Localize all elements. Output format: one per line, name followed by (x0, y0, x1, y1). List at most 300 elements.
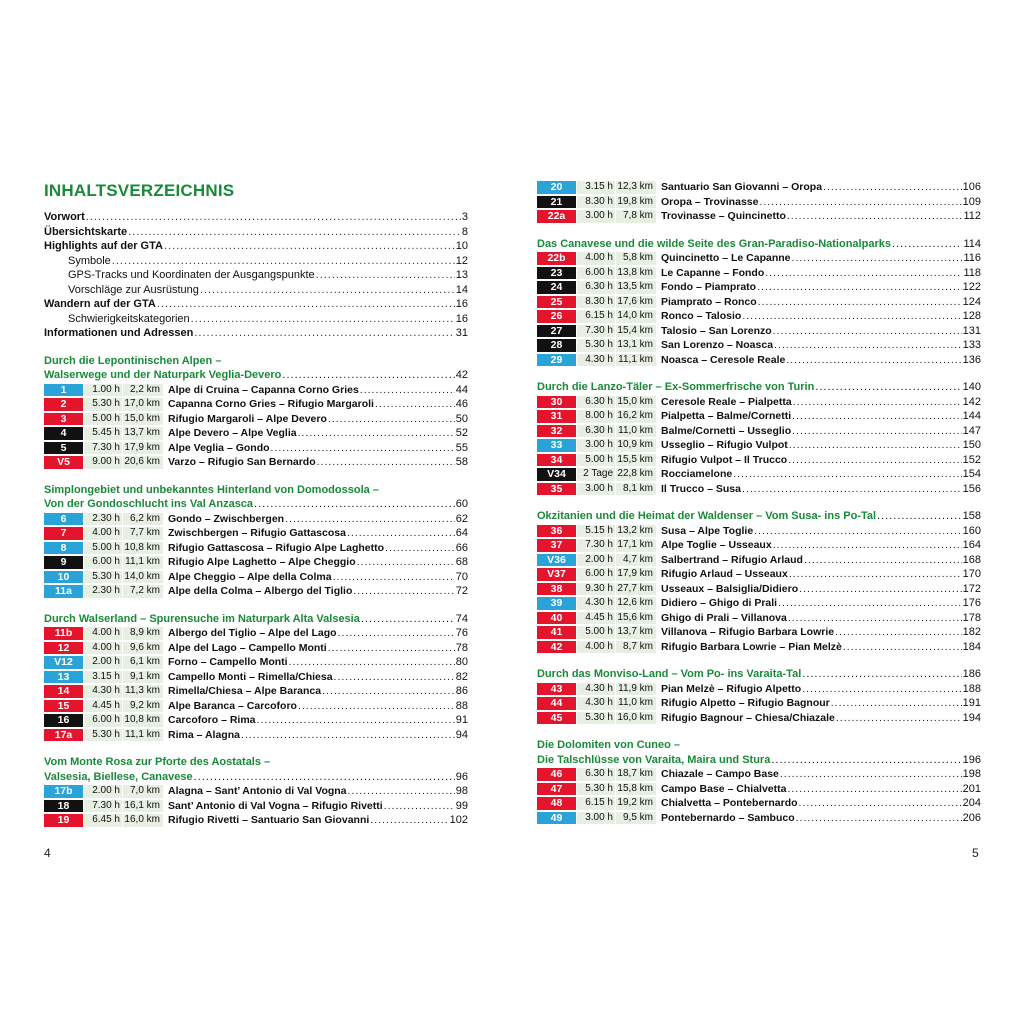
leader-dots (289, 656, 455, 668)
tour-duration: 6.30 h (577, 281, 615, 294)
leader-dots (285, 513, 455, 525)
tour-number-badge: 20 (537, 181, 576, 194)
tour-row[interactable] (537, 409, 981, 424)
page-number-left: 4 (44, 846, 51, 860)
tour-row[interactable] (44, 397, 468, 412)
section-title (44, 755, 468, 770)
tour-row[interactable] (44, 813, 468, 828)
tour-row[interactable] (537, 596, 981, 611)
tour-page: 184 (962, 640, 981, 653)
tour-page: 64 (455, 527, 468, 540)
tour-row[interactable] (44, 641, 468, 656)
tour-number-badge: 42 (537, 641, 576, 654)
tour-number-badge: 28 (537, 339, 576, 352)
tour-distance: 8,7 km (616, 641, 656, 654)
toc-entry-page: 10 (455, 240, 468, 252)
tour-name: Zwischbergen – Rifugio Gattascosa (168, 527, 346, 540)
tour-row[interactable] (537, 767, 981, 782)
tour-number-badge: 2 (44, 398, 83, 411)
tour-page: 128 (962, 310, 981, 323)
tour-row[interactable] (537, 266, 981, 281)
tour-number-badge: 7 (44, 527, 83, 540)
tour-duration: 4.30 h (577, 683, 615, 696)
toc-entry[interactable] (44, 254, 468, 269)
tour-duration: 4.30 h (577, 354, 615, 367)
tour-duration: 4.45 h (84, 700, 122, 713)
tour-duration: 6.15 h (577, 310, 615, 323)
leader-dots (786, 354, 961, 366)
tour-number-badge: 38 (537, 583, 576, 596)
section-title-line: Simplongebiet und unbekanntes Hinterland von Domodossola – (44, 483, 379, 496)
tour-row[interactable] (44, 799, 468, 814)
leader-dots (241, 729, 455, 741)
toc-entry-label: Highlights auf der GTA (44, 240, 163, 252)
tour-page: 131 (962, 324, 981, 337)
tour-name: Santuario San Giovanni – Oropa (661, 181, 823, 194)
tour-number-badge: 11b (44, 627, 83, 640)
leader-dots (328, 642, 455, 654)
toc-entry-page: 14 (455, 283, 468, 296)
tour-page: 98 (455, 785, 468, 798)
tour-row[interactable] (537, 524, 981, 539)
section-heading-page: 140 (962, 381, 981, 393)
leader-dots (788, 454, 961, 466)
tour-number-badge: 34 (537, 454, 576, 467)
section-heading-label: Von der Gondoschlucht ins Val Anzasca (44, 498, 254, 510)
tour-duration: 6.45 h (84, 814, 122, 827)
tour-duration: 2.30 h (84, 585, 122, 598)
toc-entry-label: Symbole (68, 254, 111, 267)
tour-name: Rifugio Alpetto – Rifugio Bagnour (661, 697, 830, 710)
tour-page: 80 (455, 656, 468, 669)
tour-distance: 19,2 km (616, 797, 656, 810)
tour-duration: 6.00 h (84, 714, 122, 727)
tour-page: 58 (455, 456, 468, 469)
section-heading-page: 196 (962, 753, 981, 766)
tour-row[interactable] (44, 526, 468, 541)
tour-row[interactable] (537, 353, 981, 368)
section-heading-page: 96 (455, 770, 468, 783)
tour-number-badge: 49 (537, 812, 576, 825)
tour-name: Capanna Corno Gries – Rifugio Margaroli (168, 398, 374, 411)
tour-number-badge: 15 (44, 700, 83, 713)
toc-entry[interactable] (44, 283, 468, 298)
leader-dots (773, 539, 962, 551)
tour-row[interactable] (44, 713, 468, 728)
leader-dots (347, 527, 455, 539)
section-heading-page: 158 (962, 510, 981, 522)
tour-row[interactable] (44, 655, 468, 670)
tour-row[interactable] (537, 324, 981, 339)
tour-number-badge: 13 (44, 671, 83, 684)
tour-name: Chiazale – Campo Base (661, 768, 779, 781)
tour-row[interactable] (537, 640, 981, 655)
leader-dots (338, 627, 455, 639)
leader-dots (328, 413, 455, 425)
section-title-line: Vom Monte Rosa zur Pforte des Aostatals – (44, 756, 271, 768)
toc-entry[interactable] (44, 312, 468, 327)
tour-duration: 8.00 h (577, 410, 615, 423)
leader-dots (112, 254, 455, 269)
tour-distance: 7,2 km (123, 585, 163, 598)
tour-page: 152 (962, 453, 981, 466)
tour-duration: 2.00 h (84, 785, 122, 798)
leader-dots (831, 697, 962, 709)
tour-distance: 15,0 km (123, 413, 163, 426)
tour-row[interactable] (537, 796, 981, 811)
tour-number-badge: 25 (537, 296, 576, 309)
section-heading-label: Walserwege und der Naturpark Veglia-Devero (44, 369, 282, 381)
tour-duration: 4.30 h (84, 685, 122, 698)
tour-name: Il Trucco – Susa (661, 482, 741, 495)
tour-name: Sant’ Antonio di Val Vogna – Rifugio Rivetti (168, 799, 383, 812)
tour-name: Talosio – San Lorenzo (661, 324, 772, 337)
tour-duration: 5.15 h (577, 525, 615, 538)
toc-entry[interactable] (44, 268, 468, 283)
tour-row[interactable] (537, 682, 981, 697)
toc-entry-page: 16 (455, 298, 468, 310)
tour-distance: 14,0 km (123, 571, 163, 584)
tour-row[interactable] (44, 699, 468, 714)
leader-dots (843, 641, 962, 653)
section-heading[interactable] (537, 509, 981, 524)
section-heading[interactable] (537, 380, 981, 395)
tour-page: 82 (455, 670, 468, 683)
section-heading-label: Okzitanien und die Heimat der Waldenser – Vom Susa- ins Po-Tal (537, 510, 877, 522)
tour-page: 201 (962, 782, 981, 795)
tour-distance: 13,1 km (616, 339, 656, 352)
section-heading[interactable] (537, 667, 981, 682)
section-heading[interactable] (44, 770, 468, 785)
tour-duration: 7.30 h (84, 442, 122, 455)
toc-entry-label: Wandern auf der GTA (44, 298, 156, 310)
tour-page: 94 (455, 728, 468, 741)
tour-name: Ronco – Talosio (661, 310, 742, 323)
tour-duration: 7.30 h (577, 539, 615, 552)
tour-distance: 17,9 km (123, 442, 163, 455)
tour-row[interactable] (537, 538, 981, 553)
leader-dots (892, 237, 962, 252)
tour-duration: 8.30 h (577, 296, 615, 309)
tour-name: Carcoforo – Rima (168, 714, 256, 727)
leader-dots (194, 770, 455, 785)
tour-page: 133 (962, 339, 981, 352)
tour-distance: 7,8 km (616, 210, 656, 223)
tour-duration: 5.30 h (84, 398, 122, 411)
tour-name: Rimella/Chiesa – Alpe Baranca (168, 685, 322, 698)
tour-distance: 11,1 km (123, 556, 163, 569)
tour-row[interactable] (537, 180, 981, 195)
tour-row[interactable] (537, 424, 981, 439)
leader-dots (792, 425, 962, 437)
tour-row[interactable] (44, 555, 468, 570)
tour-row[interactable] (44, 626, 468, 641)
tour-distance: 11,9 km (616, 683, 656, 696)
tour-row[interactable] (537, 195, 981, 210)
tour-name: Rocciamelone (661, 468, 733, 481)
tour-duration: 2 Tage (577, 468, 615, 481)
leader-dots (375, 398, 455, 410)
leader-dots (316, 268, 455, 283)
tour-name: Pialpetta – Balme/Cornetti (661, 410, 792, 423)
tour-duration: 3.00 h (577, 210, 615, 223)
toc-entry-label: Vorwort (44, 211, 85, 223)
tour-duration: 6.30 h (577, 425, 615, 438)
tour-row[interactable] (44, 570, 468, 585)
right-sections (537, 224, 981, 826)
tour-page: 50 (455, 412, 468, 425)
tour-number-badge: 26 (537, 310, 576, 323)
tour-name: Alpe Toglie – Usseaux (661, 539, 772, 552)
leader-dots (754, 525, 961, 537)
section-heading[interactable] (44, 612, 468, 627)
tour-number-badge: 21 (537, 196, 576, 209)
tour-name: Rifugio Vulpot – Il Trucco (661, 453, 788, 466)
tour-number-badge: 30 (537, 396, 576, 409)
tour-row[interactable] (537, 295, 981, 310)
tour-row[interactable] (537, 711, 981, 726)
tour-page: 194 (962, 711, 981, 724)
tour-name: Alagna – Sant’ Antonio di Val Vogna (168, 785, 347, 798)
tour-distance: 16,0 km (616, 712, 656, 725)
tour-row[interactable] (537, 582, 981, 597)
tour-number-badge: V36 (537, 554, 576, 567)
tour-row[interactable] (44, 512, 468, 527)
tour-row[interactable] (537, 280, 981, 295)
tour-distance: 22,8 km (616, 468, 656, 481)
tour-number-badge: 24 (537, 281, 576, 294)
tour-row[interactable] (44, 784, 468, 799)
tour-duration: 3.15 h (84, 671, 122, 684)
tour-page: 204 (962, 797, 981, 810)
tour-page: 116 (963, 252, 981, 265)
tour-name: Balme/Cornetti – Usseglio (661, 424, 792, 437)
tour-name: Quincinetto – Le Capanne (661, 252, 791, 265)
tour-duration: 4.00 h (84, 627, 122, 640)
section-heading[interactable] (44, 368, 468, 383)
leader-dots (799, 583, 961, 595)
tour-row[interactable] (44, 728, 468, 743)
leader-dots (742, 310, 961, 322)
leader-dots (348, 785, 455, 797)
tour-name: Trovinasse – Quincinetto (661, 210, 786, 223)
toc-entry[interactable] (44, 225, 468, 240)
tour-number-badge: 10 (44, 571, 83, 584)
tour-row[interactable] (537, 438, 981, 453)
tour-distance: 19,8 km (616, 196, 656, 209)
tour-distance: 15,8 km (616, 783, 656, 796)
tour-page: 52 (455, 427, 468, 440)
tour-duration: 6.30 h (577, 396, 615, 409)
tour-distance: 8,9 km (123, 627, 163, 640)
tour-distance: 16,1 km (123, 800, 163, 813)
tour-row[interactable] (537, 309, 981, 324)
tour-page: 172 (962, 582, 981, 595)
tour-number-badge: 32 (537, 425, 576, 438)
tour-distance: 11,1 km (123, 729, 163, 742)
tour-page: 72 (455, 585, 468, 598)
section-heading-label: Durch das Monviso-Land – Vom Po- ins Varaita-Tal (537, 668, 802, 680)
tour-row[interactable] (537, 611, 981, 626)
tour-row[interactable] (44, 441, 468, 456)
tour-row[interactable] (537, 209, 981, 224)
tour-row[interactable] (537, 567, 981, 582)
tour-distance: 11,0 km (616, 425, 656, 438)
tour-number-badge: 29 (537, 354, 576, 367)
tour-name: Fondo – Piamprato (661, 281, 757, 294)
tour-distance: 11,1 km (616, 354, 656, 367)
leader-dots (788, 612, 962, 624)
section-heading-label: Durch Walserland – Spurensuche im Naturpark Alta Valsesia (44, 612, 360, 625)
leader-dots (317, 456, 455, 468)
tour-page: 142 (962, 395, 981, 408)
tour-number-badge: 1 (44, 384, 83, 397)
tour-number-badge: 22b (537, 252, 576, 265)
tour-row[interactable] (44, 684, 468, 699)
tour-name: Albergo del Tiglio – Alpe del Lago (168, 627, 337, 640)
leader-dots (360, 384, 455, 396)
tour-page: 109 (962, 195, 981, 208)
tour-page: 124 (962, 295, 981, 308)
section-heading-label: Durch die Lanzo-Täler – Ex-Sommerfrische von Turin (537, 381, 815, 393)
tour-number-badge: 5 (44, 442, 83, 455)
tour-page: 76 (455, 627, 468, 640)
tour-page: 62 (455, 512, 468, 525)
tour-duration: 5.30 h (577, 339, 615, 352)
tour-duration: 6.15 h (577, 797, 615, 810)
tour-row[interactable] (537, 482, 981, 497)
tour-distance: 10,8 km (123, 542, 163, 555)
leader-dots (792, 252, 963, 264)
leader-dots (298, 427, 455, 439)
leader-dots (778, 597, 962, 609)
leader-dots (796, 812, 962, 824)
tour-duration: 6.00 h (577, 568, 615, 581)
tour-number-badge: 35 (537, 483, 576, 496)
tour-page: 206 (962, 811, 981, 824)
tour-name: Alpe Veglia – Gondo (168, 441, 270, 454)
leader-dots (333, 571, 455, 583)
tour-name: Alpe della Colma – Albergo del Tiglio (168, 585, 353, 598)
leader-dots (793, 396, 962, 408)
tour-row[interactable] (44, 412, 468, 427)
tour-number-badge: 11a (44, 585, 83, 598)
section-heading-page: 186 (962, 668, 981, 680)
tour-number-badge: 33 (537, 439, 576, 452)
tour-distance: 17,0 km (123, 398, 163, 411)
tour-row[interactable] (44, 584, 468, 599)
toc-entry-page: 16 (455, 312, 468, 325)
tour-page: 55 (455, 441, 468, 454)
tour-distance: 17,6 km (616, 296, 656, 309)
tour-row[interactable] (537, 395, 981, 410)
tour-distance: 7,0 km (123, 785, 163, 798)
toc-entry[interactable] (44, 297, 468, 312)
tour-row[interactable] (537, 696, 981, 711)
tour-name: Rifugio Bagnour – Chiesa/Chiazale (661, 711, 835, 724)
leader-dots (815, 380, 961, 395)
tour-row[interactable] (537, 625, 981, 640)
toc-entry[interactable] (44, 326, 468, 341)
leader-dots (200, 283, 455, 298)
tour-distance: 14,0 km (616, 310, 656, 323)
tour-duration: 3.00 h (577, 439, 615, 452)
tour-row[interactable] (537, 453, 981, 468)
leader-dots (799, 797, 962, 809)
tour-name: Usseaux – Balsiglia/Didiero (661, 582, 799, 595)
section-title-line: Die Dolomiten von Cuneo – (537, 739, 681, 751)
section-heading[interactable] (537, 237, 981, 252)
section-heading-page: 114 (963, 237, 981, 250)
tour-name: Ceresole Reale – Pialpetta (661, 395, 792, 408)
tour-row[interactable] (537, 467, 981, 482)
section-heading[interactable] (537, 753, 981, 768)
section-heading-label: Valsesia, Biellese, Canavese (44, 770, 193, 783)
tour-distance: 15,0 km (616, 396, 656, 409)
section-heading[interactable] (44, 497, 468, 512)
tour-name: Varzo – Rifugio San Bernardo (168, 456, 316, 469)
right-page-column (537, 180, 981, 825)
tour-distance: 5,8 km (616, 252, 656, 265)
tour-row[interactable] (44, 541, 468, 556)
tour-row[interactable] (537, 782, 981, 797)
tour-page: 144 (962, 410, 981, 423)
tour-duration: 5.30 h (577, 783, 615, 796)
tour-name: Alpe Baranca – Carcoforo (168, 699, 297, 712)
tour-row[interactable] (537, 553, 981, 568)
tour-page: 191 (962, 697, 981, 710)
toc-entry[interactable] (44, 239, 468, 254)
tour-row[interactable] (537, 338, 981, 353)
tour-distance: 8,1 km (616, 483, 656, 496)
toc-entry[interactable] (44, 210, 468, 225)
tour-page: 154 (962, 468, 981, 481)
tour-distance: 17,1 km (616, 539, 656, 552)
leader-dots (742, 483, 962, 495)
tour-number-badge: 39 (537, 597, 576, 610)
front-matter-list (44, 210, 468, 341)
leader-dots (877, 509, 962, 524)
tour-distance: 10,9 km (616, 439, 656, 452)
tour-distance: 4,7 km (616, 554, 656, 567)
tour-row[interactable] (44, 670, 468, 685)
tour-row[interactable] (44, 455, 468, 470)
tour-name: Rifugio Alpe Laghetto – Alpe Cheggio (168, 556, 356, 569)
tour-page: 150 (962, 439, 981, 452)
tour-distance: 13,2 km (616, 525, 656, 538)
leader-dots (792, 410, 962, 422)
tour-row[interactable] (537, 811, 981, 826)
leader-dots (254, 497, 455, 512)
tour-number-badge: 40 (537, 612, 576, 625)
tour-distance: 20,6 km (123, 456, 163, 469)
tour-distance: 10,8 km (123, 714, 163, 727)
leader-dots (835, 626, 962, 638)
tour-row[interactable] (537, 251, 981, 266)
leader-dots (271, 442, 455, 454)
tour-name: Alpe Devero – Alpe Veglia (168, 427, 297, 440)
tour-page: 164 (962, 539, 981, 552)
tour-number-badge: 31 (537, 410, 576, 423)
tour-row[interactable] (44, 383, 468, 398)
tour-distance: 15,5 km (616, 454, 656, 467)
tour-name: Rifugio Barbara Lowrie – Pian Melzè (661, 640, 842, 653)
toc-entry-label: GPS-Tracks und Koordinaten der Ausgangspunkte (68, 269, 315, 281)
tour-row[interactable] (44, 426, 468, 441)
leader-dots (757, 281, 962, 293)
tour-page: 70 (455, 570, 468, 583)
tour-distance: 17,9 km (616, 568, 656, 581)
